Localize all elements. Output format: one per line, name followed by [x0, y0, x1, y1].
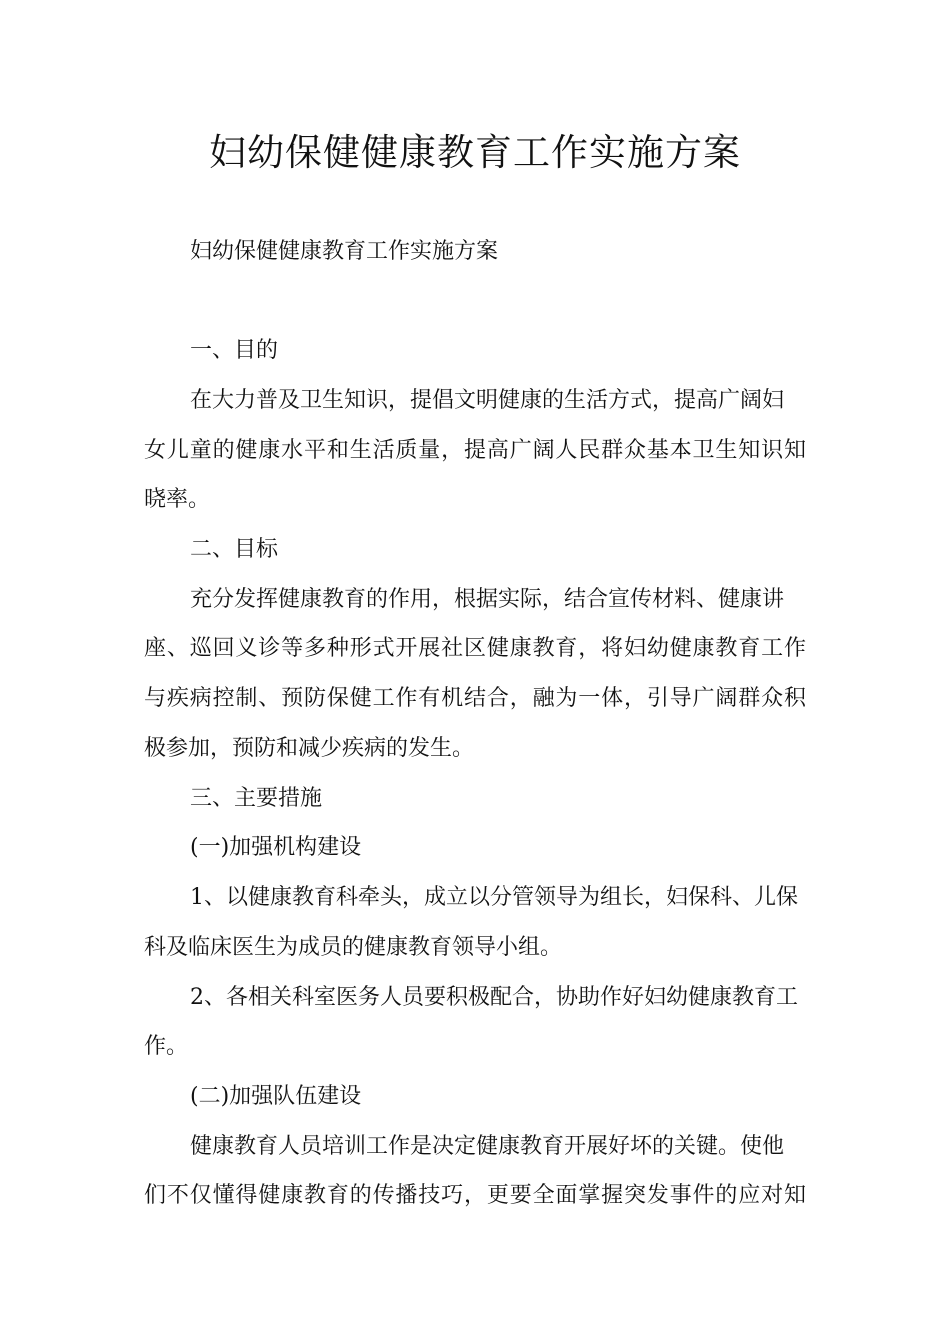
section-heading-purpose: 一、目的 — [190, 338, 279, 363]
paragraph-line: 晓率。 — [144, 487, 211, 512]
list-item-line: 作。 — [144, 1034, 189, 1059]
list-item-line: 科及临床医生为成员的健康教育领导小组。 — [144, 935, 563, 960]
document-title: 妇幼保健健康教育工作实施方案 — [209, 131, 741, 174]
paragraph-line: 们不仅懂得健康教育的传播技巧，更要全面掌握突发事件的应对知 — [144, 1183, 806, 1208]
subsection-heading-organization: (一)加强机构建设 — [190, 835, 362, 860]
paragraph-line: 座、巡回义诊等多种形式开展社区健康教育，将妇幼健康教育工作 — [144, 636, 806, 661]
paragraph-line: 健康教育人员培训工作是决定健康教育开展好坏的关键。使他 — [190, 1134, 785, 1159]
document-subtitle: 妇幼保健健康教育工作实施方案 — [190, 239, 499, 264]
list-item-line: 1、以健康教育科牵头，成立以分管领导为组长，妇保科、儿保 — [190, 885, 798, 910]
paragraph-line: 女儿童的健康水平和生活质量，提高广阔人民群众基本卫生知识知 — [144, 438, 806, 463]
paragraph-line: 与疾病控制、预防保健工作有机结合，融为一体，引导广阔群众积 — [144, 686, 806, 711]
subsection-heading-team: (二)加强队伍建设 — [190, 1084, 362, 1109]
paragraph-line: 极参加，预防和减少疾病的发生。 — [144, 736, 475, 761]
list-item-line: 2、各相关科室医务人员要积极配合，协助作好妇幼健康教育工 — [190, 985, 798, 1010]
section-heading-goal: 二、目标 — [190, 537, 279, 562]
paragraph-line: 充分发挥健康教育的作用，根据实际，结合宣传材料、健康讲 — [190, 587, 785, 612]
paragraph-line: 在大力普及卫生知识，提倡文明健康的生活方式，提高广阔妇 — [190, 388, 785, 413]
section-heading-measures: 三、主要措施 — [190, 786, 323, 811]
